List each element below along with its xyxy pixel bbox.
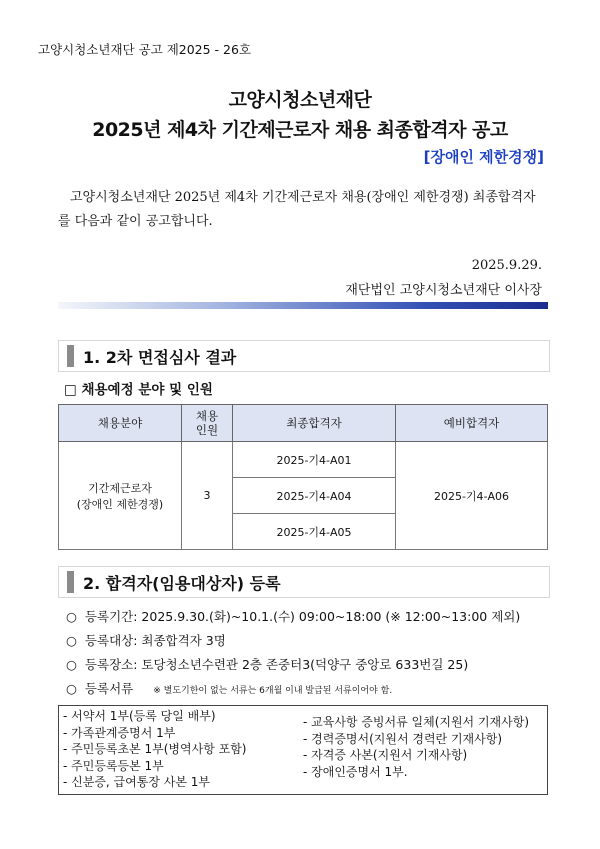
header-finalists: 최종합격자 [233,405,396,442]
list-item: - 주민등록등본 1부 [63,758,164,773]
list-item: - 경력증명서(지원서 경력란 기재사항) [303,731,503,746]
header-headcount: 채용 인원 [182,405,233,442]
field-line-2: (장애인 제한경쟁) [76,497,164,511]
result-table [58,404,548,550]
registration-target-text: 등록대상: 최종합격자 3명 [84,633,226,648]
table-header-row [59,405,548,442]
registration-docs [66,679,392,697]
decorative-gradient-bar [58,302,548,309]
registration-place-text: 등록장소: 토당청소년수련관 2층 존중터3(덕양구 중앙로 633번길 25) [84,657,469,672]
required-documents-box [58,705,548,795]
section-1-header [58,340,550,372]
registration-docs-text: 등록서류 [84,681,134,696]
finalist-cell: 2025-기4-A01 [233,442,396,478]
header-field: 채용분야 [59,405,182,442]
circle-bullet-icon: ○ [66,633,77,648]
docs-right-column [303,714,529,780]
list-item: - 서약서 1부(등록 당일 배부) [63,709,216,723]
org-title: 고양시청소년재단 [228,89,372,111]
list-item: - 가족관계증명서 1부 [63,725,176,740]
registration-period [66,607,520,625]
field-cell [59,442,182,550]
section-2-header [58,566,550,598]
section-accent-marker [67,571,74,593]
registration-period-text: 등록기간: 2025.9.30.(화)~10.1.(수) 09:00~18:00 (※ 12:00~13:00 제외) [84,609,521,624]
section-1-title: 1. 2차 면접심사 결과 [83,348,237,367]
finalist-cell: 2025-기4-A04 [233,478,396,514]
headcount-cell: 3 [182,442,233,550]
list-item: - 주민등록초본 1부(병역사항 포함) [63,742,247,756]
subsection-title: □ 채용예정 분야 및 인원 [64,382,213,398]
list-item: - 장애인증명서 1부. [303,764,408,779]
docs-note: ※ 별도기한이 없는 서류는 6개월 이내 발급된 서류이어야 함. [153,686,393,696]
registration-place [66,655,468,673]
reserve-cell: 2025-기4-A06 [396,442,548,550]
list-item: - 자격증 사본(지원서 기재사항) [303,748,468,762]
category-tag: [장애인 제한경쟁] [423,148,544,166]
intro-paragraph: 고양시청소년재단 2025년 제4차 기간제근로자 채용(장애인 제한경쟁) 최종합격자를 다음과 같이 공고합니다. [58,190,536,229]
list-item: - 신분증, 급여통장 사본 1부 [63,775,210,789]
circle-bullet-icon: ○ [66,681,77,696]
section-accent-marker [67,345,74,367]
circle-bullet-icon: ○ [66,657,77,672]
field-line-1: 기간제근로자 [88,481,152,495]
list-item: - 교육사항 증빙서류 일체(지원서 기재사항) [303,715,530,729]
finalist-cell: 2025-기4-A05 [233,514,396,550]
notice-number: 고양시청소년재단 공고 제2025 - 26호 [38,42,252,57]
notice-title: 2025년 제4차 기간제근로자 채용 최종합격자 공고 [92,119,508,141]
docs-left-column [63,708,246,791]
registration-target [66,631,226,649]
section-2-title: 2. 합격자(임용대상자) 등록 [83,574,281,593]
header-reserve: 예비합격자 [396,405,548,442]
table-row [59,442,548,478]
circle-bullet-icon: ○ [66,609,77,624]
signatory: 재단법인 고양시청소년재단 이사장 [345,283,542,298]
notice-date: 2025.9.29. [471,258,542,273]
